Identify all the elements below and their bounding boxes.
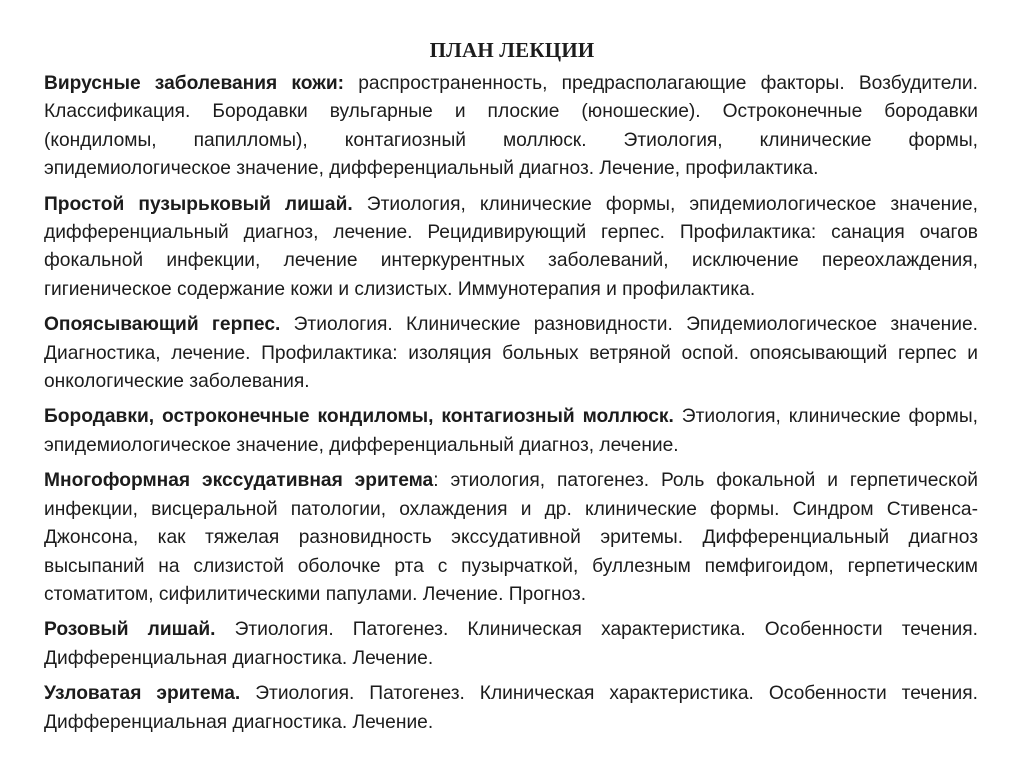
section-term: Опоясывающий герпес.	[44, 314, 281, 336]
section-term: Бородавки, остроконечные кондиломы, контагиозный моллюск.	[44, 406, 674, 428]
section-pityriasis-rosea	[44, 616, 978, 673]
section-term: Вирусные заболевания кожи:	[44, 73, 345, 94]
section-text: Этиология, клинические формы, эпидемиологическое значение, дифференциальный диагноз, лечение. Рецидивирующий герпес. Профилактика: санация очагов фокальной инфекции, лечение интеркурентных заболеваний, исключение переохлаждения, гигиеническое содержание кожи и слизистых. Иммунотерапия и профилактика.	[44, 193, 978, 300]
section-text: : этиология, патогенез. Роль фокальной и герпетической инфекции, висцеральной патологии, охлаждения и др. клинические формы. Синдром Стивенса-Джонсона, как тяжелая разновидность экссудативной эритемы. Дифференциальный диагноз высыпаний на слизистой оболочке рта с пузырчаткой, буллезным пемфигоидом, герпетическим стоматитом, сифилитическими папулами. Лечение. Прогноз.	[44, 470, 978, 605]
section-text: Этиология. Патогенез. Клиническая характеристика. Особенности течения. Дифференциальная диагностика. Лечение.	[44, 683, 978, 733]
page-title: ПЛАН ЛЕКЦИИ	[429, 38, 595, 62]
section-term: Многоформная экссудативная эритема	[44, 470, 434, 492]
section-text: Этиология, клинические формы, эпидемиологическое значение, дифференциальный диагноз, лечение.	[44, 406, 978, 456]
section-viral-skin-diseases	[44, 70, 978, 184]
section-text: Этиология. Патогенез. Клиническая характеристика. Особенности течения. Дифференциальная диагностика. Лечение.	[44, 619, 978, 669]
section-text: распространенность, предрасполагающие факторы. Возбудители. Классификация. Бородавки вульгарные и плоские (юношеские). Остроконечные бородавки (кондиломы, папилломы), контагиозный моллюск. Этиология, клинические формы, эпидемиологическое значение, дифференциальный диагноз. Лечение, профилактика.	[44, 73, 978, 180]
section-warts-condylomas	[44, 403, 978, 460]
section-term: Узловатая эритема.	[44, 683, 241, 705]
section-text: Этиология. Клинические разновидности. Эпидемиологическое значение. Диагностика, лечение. Профилактика: изоляция больных ветряной оспой. опоясывающий герпес и онкологические заболевания.	[44, 314, 978, 393]
section-erythema-multiforme	[44, 467, 978, 609]
section-erythema-nodosum	[44, 680, 978, 737]
section-herpes-zoster	[44, 311, 978, 396]
section-herpes-simplex	[44, 191, 978, 305]
section-term: Простой пузырьковый лишай.	[44, 193, 353, 215]
section-term: Розовый лишай.	[44, 619, 216, 641]
lecture-plan-body	[44, 70, 978, 744]
